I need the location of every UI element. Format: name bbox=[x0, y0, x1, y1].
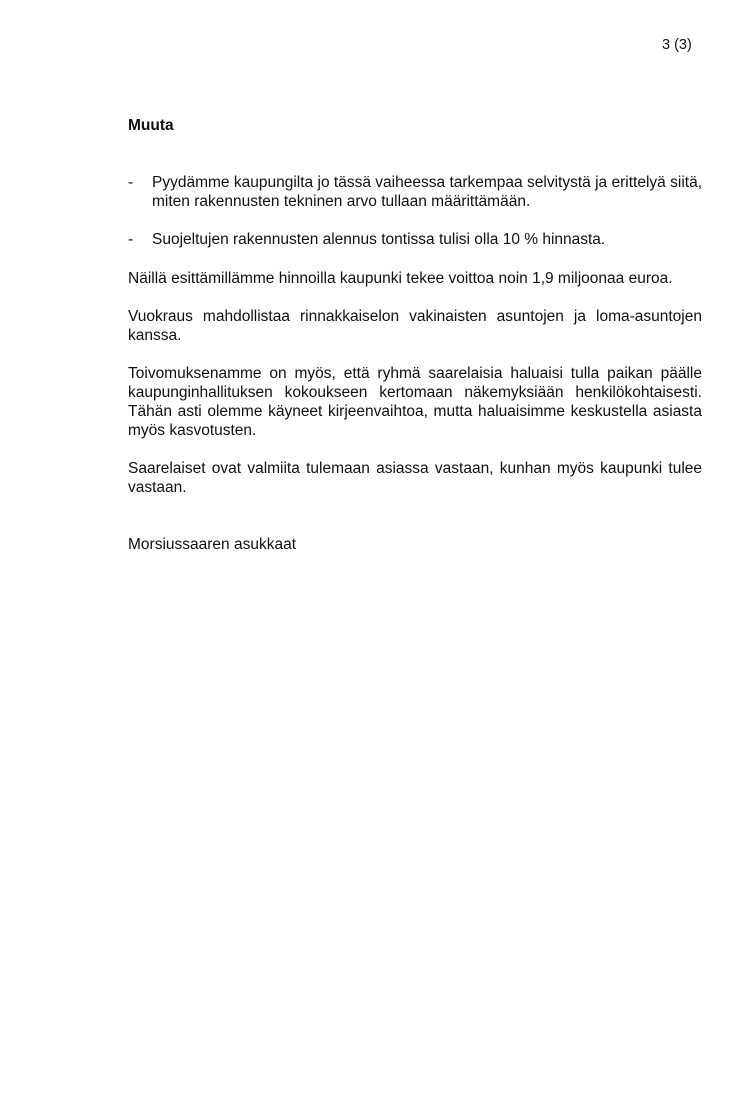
page-number: 3 (3) bbox=[662, 37, 692, 53]
paragraph-profit: Näillä esittämillämme hinnoilla kaupunki tekee voittoa noin 1,9 miljoonaa euroa. bbox=[128, 270, 673, 287]
paragraph-meeting-request: Toivomuksenamme on myös, että ryhmä saarelaisia haluaisi tulla paikan päälle kaupunginhallituksen kokoukseen kertomaan näkemyksiään henkilökohtaisesti. Tähän asti olemme käyneet kirjeenvaihtoa, mutta haluaisimme keskustella asiasta myös kasvotusten. bbox=[128, 365, 702, 439]
list-item bbox=[128, 230, 702, 249]
bullet-dash: - bbox=[128, 231, 134, 248]
paragraph-rental: Vuokraus mahdollistaa rinnakkaiselon vakinaisten asuntojen ja loma-asuntojen kanssa. bbox=[128, 308, 702, 344]
list-item bbox=[128, 173, 702, 211]
bullet-text: Pyydämme kaupungilta jo tässä vaiheessa tarkempaa selvitystä ja erittelyä siitä, miten rakennusten tekninen arvo tullaan määrittämään. bbox=[152, 174, 702, 210]
paragraph-cooperation: Saarelaiset ovat valmiita tulemaan asiassa vastaan, kunhan myös kaupunki tulee vastaan. bbox=[128, 460, 702, 496]
signature: Morsiussaaren asukkaat bbox=[128, 536, 296, 553]
bullet-list bbox=[128, 173, 702, 249]
document-body bbox=[128, 116, 702, 554]
bullet-dash: - bbox=[128, 174, 134, 191]
bullet-text: Suojeltujen rakennusten alennus tontissa tulisi olla 10 % hinnasta. bbox=[152, 231, 606, 248]
section-heading: Muuta bbox=[128, 117, 174, 134]
